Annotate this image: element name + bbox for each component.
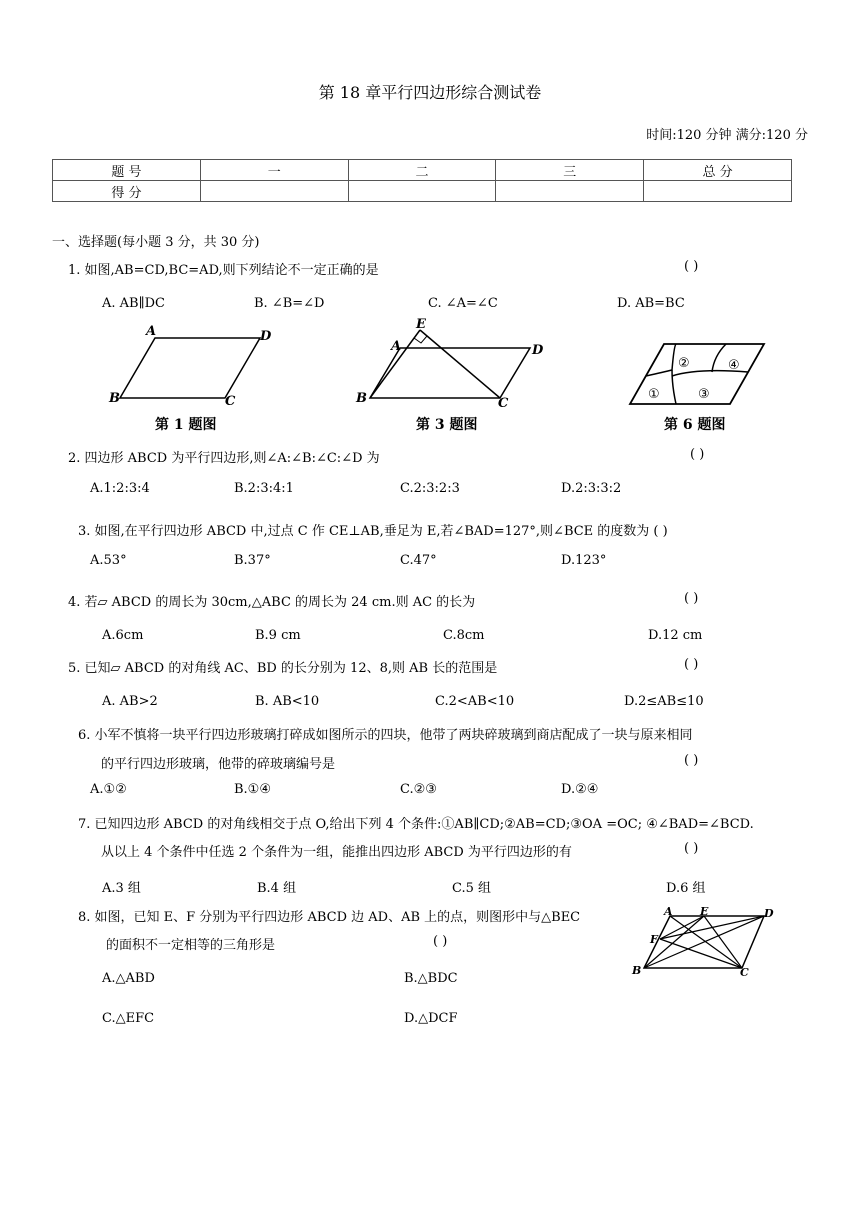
q7-option-b[interactable]: B.4 组 <box>257 881 297 896</box>
figure-label: B <box>109 391 120 406</box>
question-8-line-2: 的面积不一定相等的三角形是 <box>106 938 276 953</box>
question-7-line-1: 7. 已知四边形 ABCD 的对角线相交于点 O,给出下列 4 个条件:①AB∥CD;②AB=CD;③OA =OC; ④∠BAD=∠BCD. <box>78 817 754 832</box>
q8-option-a[interactable]: A.△ABD <box>102 971 155 986</box>
question-4-text: 4. 若▱ ABCD 的周长为 30cm,△ABC 的周长为 24 cm.则 AC 的长为 <box>68 595 476 610</box>
answer-bracket[interactable]: ( ) <box>684 841 699 856</box>
section-heading: 一、选择题(每小题 3 分，共 30 分) <box>52 235 260 250</box>
figure-label: A <box>146 324 157 339</box>
fragment-label: ③ <box>698 387 710 402</box>
answer-bracket[interactable]: ( ) <box>433 934 448 949</box>
q1-option-d[interactable]: D. AB=BC <box>617 296 685 311</box>
figure-label: F <box>650 933 658 946</box>
table-cell[interactable] <box>200 181 348 202</box>
question-7-line-2: 从以上 4 个条件中任选 2 个条件为一组，能推出四边形 ABCD 为平行四边形的有 <box>101 845 572 860</box>
q1-option-c[interactable]: C. ∠A=∠C <box>428 296 498 311</box>
q2-option-b[interactable]: B.2:3:4:1 <box>234 481 294 496</box>
figure-label: E <box>416 317 426 332</box>
table-cell: 三 <box>496 160 644 181</box>
q3-option-b[interactable]: B.37° <box>234 553 271 568</box>
figure-6-caption: 第 6 题图 <box>664 417 726 433</box>
question-3-text: 3. 如图,在平行四边形 ABCD 中,过点 C 作 CE⊥AB,垂足为 E,若∠BAD=127°,则∠BCE 的度数为 ( ) <box>78 524 668 539</box>
figure-label: C <box>225 394 236 409</box>
table-cell: 二 <box>348 160 496 181</box>
q5-option-d[interactable]: D.2≤AB≤10 <box>624 694 704 709</box>
answer-bracket[interactable]: ( ) <box>684 753 699 768</box>
figure-3-diagram <box>350 314 550 410</box>
figure-label: B <box>632 964 642 977</box>
table-row <box>53 160 792 181</box>
q4-option-b[interactable]: B.9 cm <box>255 628 301 643</box>
answer-bracket[interactable]: ( ) <box>684 657 699 672</box>
figure-label: D <box>764 907 774 920</box>
score-table <box>52 159 792 202</box>
q3-option-a[interactable]: A.53° <box>90 553 127 568</box>
figure-label: B <box>356 391 367 406</box>
q7-option-c[interactable]: C.5 组 <box>452 881 492 896</box>
table-cell[interactable] <box>348 181 496 202</box>
fragment-label: ① <box>648 387 660 402</box>
question-2-text: 2. 四边形 ABCD 为平行四边形,则∠A:∠B:∠C:∠D 为 <box>68 451 380 466</box>
fragment-label: ④ <box>728 358 740 373</box>
figure-label: A <box>664 905 673 918</box>
table-cell[interactable] <box>644 181 792 202</box>
table-cell: 总 分 <box>644 160 792 181</box>
q6-option-b[interactable]: B.①④ <box>234 782 271 797</box>
figure-label: A <box>391 339 402 354</box>
table-cell: 题 号 <box>53 160 201 181</box>
q7-option-d[interactable]: D.6 组 <box>666 881 706 896</box>
q2-option-d[interactable]: D.2:3:3:2 <box>561 481 622 496</box>
q1-option-a[interactable]: A. AB∥DC <box>102 296 165 311</box>
q3-option-c[interactable]: C.47° <box>400 553 437 568</box>
answer-bracket[interactable]: ( ) <box>684 259 699 274</box>
q4-option-a[interactable]: A.6cm <box>102 628 144 643</box>
page-title: 第 18 章平行四边形综合测试卷 <box>318 83 542 102</box>
q8-option-d[interactable]: D.△DCF <box>404 1011 458 1026</box>
question-1-text: 1. 如图,AB=CD,BC=AD,则下列结论不一定正确的是 <box>68 263 379 278</box>
table-cell: 一 <box>200 160 348 181</box>
figure-1-diagram <box>100 318 290 410</box>
q4-option-d[interactable]: D.12 cm <box>648 628 703 643</box>
answer-bracket[interactable]: ( ) <box>690 447 705 462</box>
q6-option-c[interactable]: C.②③ <box>400 782 437 797</box>
question-6-line-1: 6. 小军不慎将一块平行四边形玻璃打碎成如图所示的四块，他带了两块碎玻璃到商店配成了一块与原来相同 <box>78 728 693 743</box>
table-row <box>53 181 792 202</box>
q6-option-d[interactable]: D.②④ <box>561 782 599 797</box>
q1-option-b[interactable]: B. ∠B=∠D <box>254 296 325 311</box>
figure-6-diagram <box>622 336 772 412</box>
figure-label: C <box>740 966 749 979</box>
q5-option-a[interactable]: A. AB>2 <box>102 694 158 709</box>
q8-option-b[interactable]: B.△BDC <box>404 971 458 986</box>
table-cell[interactable] <box>496 181 644 202</box>
q2-option-a[interactable]: A.1:2:3:4 <box>90 481 150 496</box>
q2-option-c[interactable]: C.2:3:2:3 <box>400 481 460 496</box>
table-cell: 得 分 <box>53 181 201 202</box>
q3-option-d[interactable]: D.123° <box>561 553 607 568</box>
figure-label: D <box>260 329 272 344</box>
question-8-line-1: 8. 如图，已知 E、F 分别为平行四边形 ABCD 边 AD、AB 上的点，则图形中与△BEC <box>78 910 581 925</box>
q5-option-b[interactable]: B. AB<10 <box>255 694 320 709</box>
question-5-text: 5. 已知▱ ABCD 的对角线 AC、BD 的长分别为 12、8,则 AB 长的范围是 <box>68 661 498 676</box>
q8-option-c[interactable]: C.△EFC <box>102 1011 155 1026</box>
figure-8-diagram <box>626 904 786 982</box>
figure-label: C <box>498 396 509 410</box>
q4-option-c[interactable]: C.8cm <box>443 628 485 643</box>
figure-1-caption: 第 1 题图 <box>155 417 217 433</box>
time-info: 时间:120 分钟 满分:120 分 <box>646 128 808 143</box>
figure-label: D <box>532 343 544 358</box>
question-6-line-2: 的平行四边形玻璃，他带的碎玻璃编号是 <box>101 757 336 772</box>
answer-bracket[interactable]: ( ) <box>684 591 699 606</box>
q6-option-a[interactable]: A.①② <box>90 782 127 797</box>
figure-3-caption: 第 3 题图 <box>416 417 478 433</box>
figure-label: E <box>700 905 709 918</box>
q7-option-a[interactable]: A.3 组 <box>102 881 141 896</box>
fragment-label: ② <box>678 356 690 371</box>
q5-option-c[interactable]: C.2<AB<10 <box>435 694 515 709</box>
